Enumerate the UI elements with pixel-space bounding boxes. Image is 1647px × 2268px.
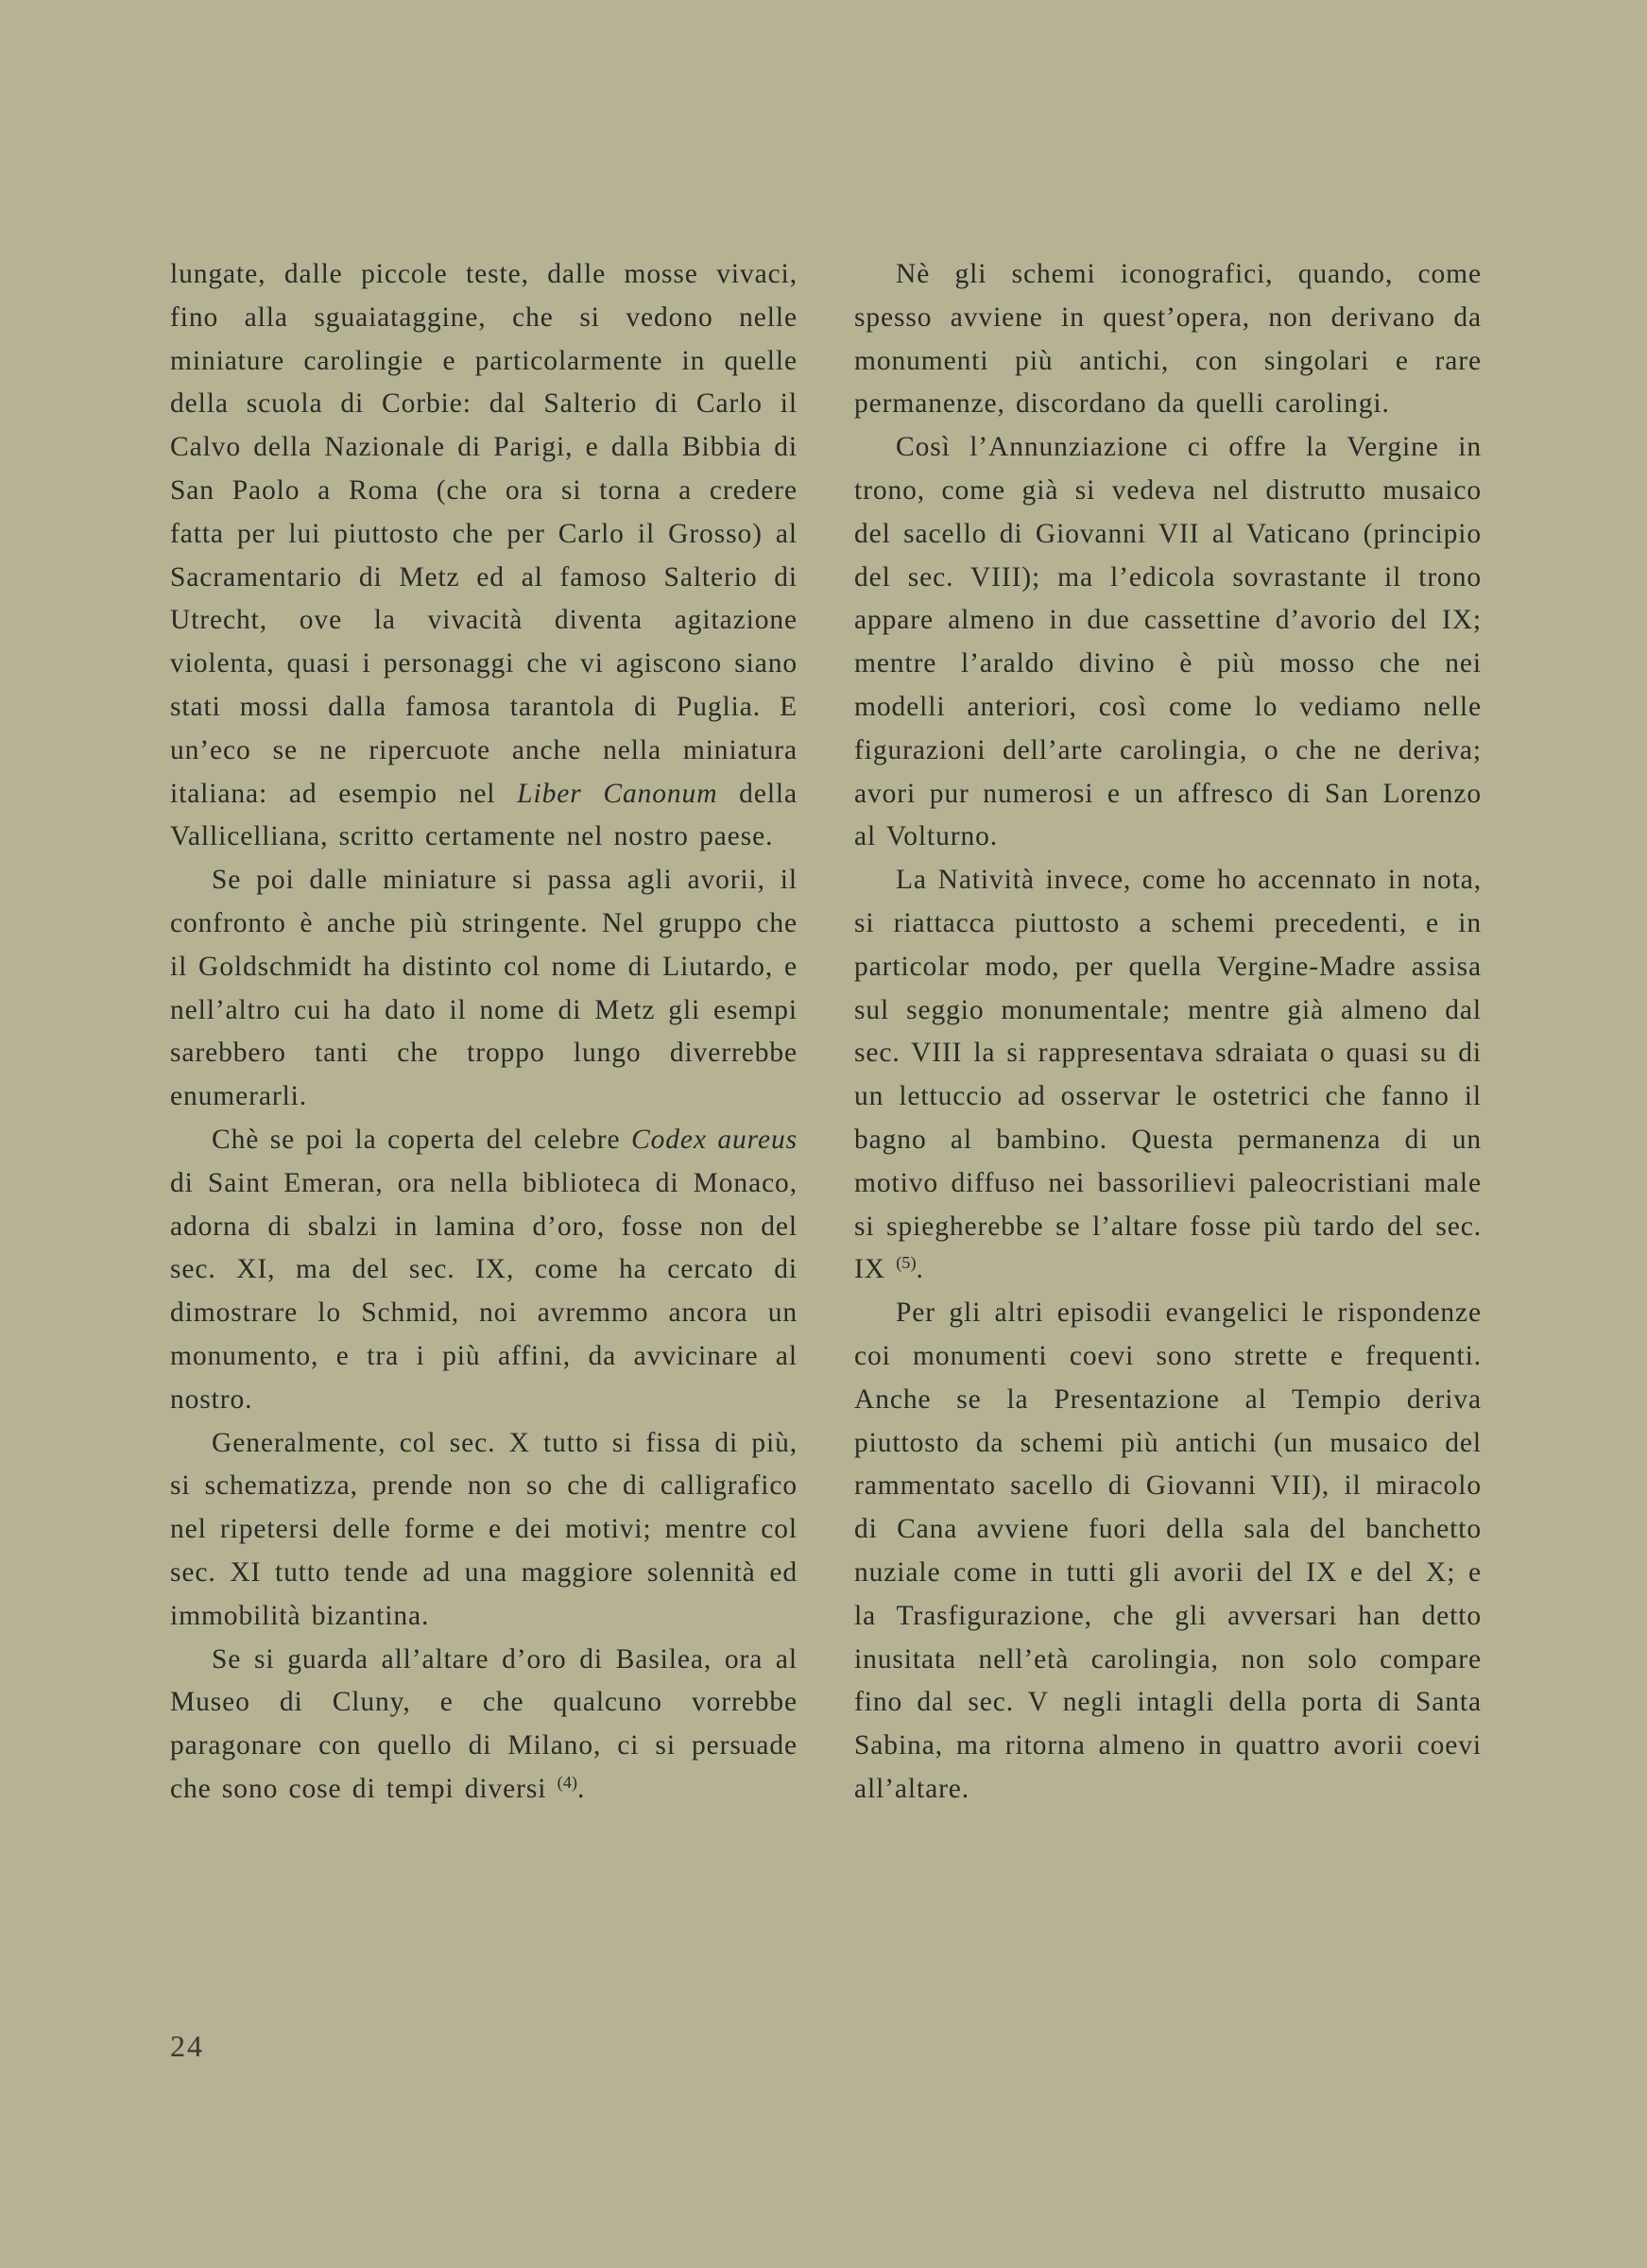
left-text-column (170, 253, 798, 1812)
paragraph: Se poi dalle miniature si passa agli avorii, il confronto è anche più stringente. Nel gruppo che il Goldschmidt ha distinto col nome di Liutardo, e nell’altro cui ha dato il nome di Metz gli esempi sarebbero tanti che troppo lungo diverrebbe enumerarli. (170, 865, 798, 1112)
paragraph: Nè gli schemi iconografici, quando, come spesso avviene in quest’opera, non derivano da monumenti più antichi, con singolari e rare permanenze, discordano da quelli carolingi. (854, 259, 1482, 420)
right-text-column (854, 253, 1482, 1812)
paragraph (170, 253, 798, 859)
paragraph-text: di Saint Emeran, ora nella biblioteca di Monaco, adorna di sbalzi in lamina d’oro, fosse non del sec. XI, ma del sec. IX, come ha cercato di dimostrare lo Schmid, noi avremmo ancora un monumento, e tra i più affini, da avvicinare al nostro. (170, 1167, 798, 1415)
paragraph-text: . (577, 1773, 586, 1804)
footnote-reference: (4) (557, 1772, 577, 1792)
footnote-reference: (5) (896, 1253, 917, 1273)
paragraph: Generalmente, col sec. X tutto si fissa di più, si schematizza, prende non so che di calligrafico nel ripetersi delle forme e dei motivi; mentre col sec. XI tutto tende ad una maggiore solennità ed immobilità bizantina. (170, 1427, 798, 1631)
paragraph (854, 859, 1482, 1292)
paragraph-text: della Vallicelliana, scritto certamente nel nostro paese. (170, 778, 798, 852)
italic-title: Liber Canonum (517, 778, 718, 809)
paragraph: Per gli altri episodii evangelici le rispondenze coi monumenti coevi sono strette e frequenti. Anche se la Presentazione al Tempio deriva piuttosto da schemi più antichi (un musaico del rammentato sacello di Giovanni VII), il miracolo di Cana avviene fuori della sala del banchetto nuziale come in tutti gli avorii del IX e del X; e la Trasfigurazione, che gli avversari han detto inusitata nell’età carolingia, non solo compare fino dal sec. V negli intagli della porta di Santa Sabina, ma ritorna almeno in quattro avorii coevi all’altare. (854, 1297, 1482, 1804)
paragraph-text: . (916, 1254, 924, 1285)
italic-title: Codex aureus (631, 1124, 798, 1155)
paragraph: Così l’Annunziazione ci offre la Vergine in trono, come già si vedeva nel distrutto musaico del sacello di Giovanni VII al Vaticano (principio del sec. VIII); ma l’edicola sovrastante il trono appare almeno in due cassettine d’avorio del IX; mentre l’araldo divino è più mosso che nei modelli anteriori, così come lo vediamo nelle figurazioni dell’arte carolingia, o che ne deriva; avori pur numerosi e un affresco di San Lorenzo al Volturno. (854, 432, 1482, 852)
paragraph (170, 1119, 798, 1422)
paragraph-text: lungate, dalle piccole teste, dalle mosse vivaci, fino alla sguaiataggine, che si vedono nelle miniature carolingie e particolarmente in quelle della scuola di Corbie: dal Salterio di Carlo il Calvo della Nazionale di Parigi, e dalla Bibbia di San Paolo a Roma (che ora si torna a credere fatta per lui piuttosto che per Carlo il Grosso) al Sacramentario di Metz ed al famoso Salterio di Utrecht, ove la vivacità diventa agitazione violenta, quasi i personaggi che vi agiscono siano stati mossi dalla famosa tarantola di Puglia. E un’eco se ne ripercuote anche nella miniatura italiana: ad esempio nel (170, 259, 798, 809)
page-number: 24 (170, 2029, 204, 2063)
paragraph (170, 1639, 798, 1812)
paragraph-text: Se si guarda all’altare d’oro di Basilea, ora al Museo di Cluny, e che qualcuno vorrebbe paragonare con quello di Milano, ci si persuade che sono cose di tempi diversi (170, 1643, 798, 1804)
paragraph-text: La Natività invece, come ho accennato in nota, si riattacca piuttosto a schemi precedenti, e in particolar modo, per quella Vergine-Madre assisa sul seggio monumentale; mentre già almeno dal sec. VIII la si rappresentava sdraiata o quasi su di un lettuccio ad osservar le ostetrici che fanno il bagno al bambino. Questa permanenza di un motivo diffuso nei bassorilievi paleocristiani male si spiegherebbe se l’altare fosse più tardo del sec. IX (854, 865, 1482, 1285)
paragraph-text: Chè se poi la coperta del celebre (212, 1124, 631, 1155)
